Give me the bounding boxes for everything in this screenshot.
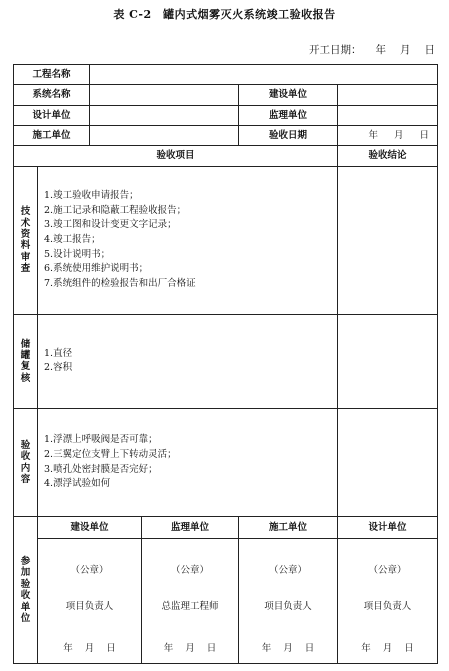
tech-review-conclusion[interactable] <box>338 166 438 314</box>
sign-date: 年 月 日 <box>163 642 217 654</box>
acceptance-form <box>13 64 438 664</box>
list-item: 4.竣工报告； <box>44 234 101 246</box>
start-date-label: 开工日期： <box>309 44 362 56</box>
supervision-unit-value[interactable] <box>338 105 438 125</box>
list-item: 1.浮漂上呼吸阀是否可靠； <box>44 434 158 446</box>
list-item: 2.施工记录和隐蔽工程验收报告； <box>44 204 187 216</box>
list-item: 7.系统组件的检验报告和出厂合格证 <box>44 278 196 290</box>
signer-role: 项目负责人 <box>65 600 114 612</box>
row-participant-headers <box>14 517 438 538</box>
design-unit-value[interactable] <box>90 105 239 125</box>
participants-label: 参 加 验 收 单 位 <box>14 517 38 664</box>
tech-review-label: 技 术 资 料 审 查 <box>14 166 38 314</box>
list-item: 6.系统使用维护说明书； <box>44 263 149 275</box>
row-project-name <box>14 65 438 85</box>
acceptance-content-conclusion[interactable] <box>338 408 438 517</box>
participant-supervision-sign[interactable] <box>142 538 239 663</box>
row-construction-unit <box>14 125 438 145</box>
design-unit-label: 设计单位 <box>14 105 90 125</box>
tech-review-items <box>38 166 338 314</box>
system-name-value[interactable] <box>90 85 239 105</box>
sign-date: 年 月 日 <box>63 642 116 654</box>
row-column-headers <box>14 146 438 166</box>
section-tech-review <box>14 166 438 314</box>
owner-unit-value[interactable] <box>338 85 438 105</box>
acceptance-date-year: 年 <box>368 129 379 141</box>
list-item: 2.三翼定位支臂上下转动灵活； <box>44 448 177 460</box>
list-item: 1.竣工验收申请报告； <box>44 189 139 201</box>
participant-owner-sign[interactable] <box>38 538 142 663</box>
participant-construction-name: 施工单位 <box>239 517 338 538</box>
seal-text: （公章） <box>70 564 109 576</box>
sign-date: 年 月 日 <box>261 642 315 654</box>
section-tank-check <box>14 315 438 409</box>
supervision-unit-label: 监理单位 <box>239 105 338 125</box>
participant-construction-sign[interactable] <box>239 538 338 663</box>
section-acceptance-content <box>14 408 438 517</box>
header-item: 验收项目 <box>14 146 338 166</box>
acceptance-date-label: 验收日期 <box>239 125 338 145</box>
construction-unit-value[interactable] <box>90 125 239 145</box>
participant-design-name: 设计单位 <box>338 517 438 538</box>
participant-supervision-name: 监理单位 <box>142 517 239 538</box>
signer-role: 总监理工程师 <box>161 600 219 612</box>
construction-unit-label: 施工单位 <box>14 125 90 145</box>
acceptance-content-label: 验 收 内 容 <box>14 408 38 517</box>
project-name-label: 工程名称 <box>14 65 90 85</box>
seal-text: （公章） <box>269 564 308 576</box>
list-item: 3.竣工图和设计变更文字记录； <box>44 219 177 231</box>
list-item: 4.漂浮试验如何 <box>44 478 111 490</box>
tank-check-items <box>38 315 338 409</box>
seal-text: （公章） <box>171 564 210 576</box>
row-participant-signatures <box>14 538 438 663</box>
acceptance-date-month: 月 <box>394 129 404 141</box>
system-name-label: 系统名称 <box>14 85 90 105</box>
tank-check-conclusion[interactable] <box>338 315 438 409</box>
header-conclusion: 验收结论 <box>338 146 438 166</box>
sign-date: 年 月 日 <box>361 642 414 654</box>
participant-owner-name: 建设单位 <box>38 517 142 538</box>
start-date-day: 日 <box>424 44 435 56</box>
list-item: 2.容积 <box>44 362 73 374</box>
list-item: 1.直径 <box>44 347 73 359</box>
start-date <box>309 42 435 57</box>
start-date-month: 月 <box>400 44 411 56</box>
list-item: 5.设计说明书； <box>44 248 111 260</box>
owner-unit-label: 建设单位 <box>239 85 338 105</box>
signer-role: 项目负责人 <box>264 600 312 612</box>
row-design-unit <box>14 105 438 125</box>
acceptance-date-value[interactable] <box>338 125 438 145</box>
seal-text: （公章） <box>368 564 407 576</box>
acceptance-date-day: 日 <box>419 129 430 141</box>
tank-check-label: 储 罐 复 核 <box>14 315 38 409</box>
acceptance-content-items <box>38 408 338 517</box>
participant-design-sign[interactable] <box>338 538 438 663</box>
start-date-year: 年 <box>375 44 386 56</box>
report-title: 表 C-2 罐内式烟雾灭火系统竣工验收报告 <box>113 8 336 21</box>
row-system-name <box>14 85 438 105</box>
list-item: 3.喷孔处密封膜是否完好； <box>44 463 158 475</box>
project-name-value[interactable] <box>90 65 438 85</box>
signer-role: 项目负责人 <box>363 600 412 612</box>
